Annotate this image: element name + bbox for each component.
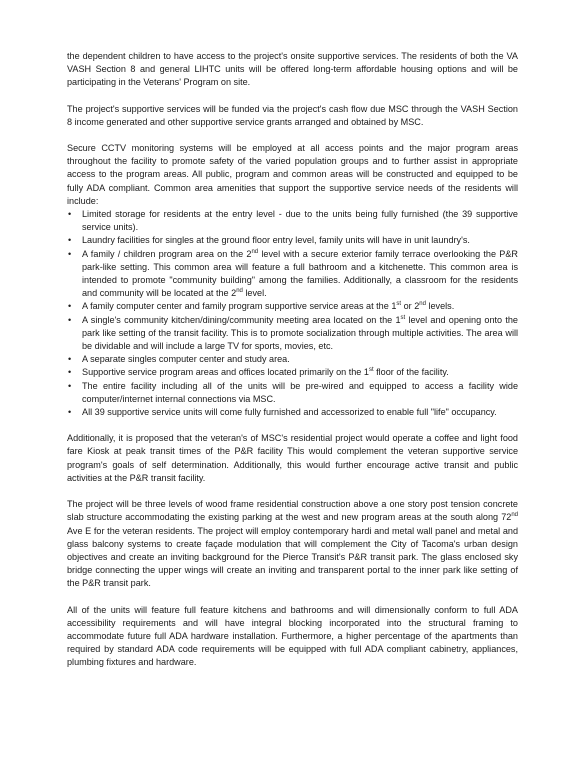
list-item: • A separate singles computer center and study area. <box>67 353 518 366</box>
list-item: • All 39 supportive service units will come fully furnished and accessorized to enable full "life" occupancy. <box>67 406 518 419</box>
list-item: • The entire facility including all of the units will be pre-wired and equipped to access a facility wide computer/internet internal connections via MSC. <box>67 380 518 406</box>
list-item: • Supportive service program areas and offices located primarily on the 1st floor of the facility. <box>67 366 518 379</box>
list-item: • Limited storage for residents at the entry level - due to the units being fully furnished (the 39 supportive service units). <box>67 208 518 234</box>
amenities-list <box>67 208 518 419</box>
paragraph-kiosk: Additionally, it is proposed that the veteran's of MSC's residential project would operate a coffee and light food fare Kiosk at peak transit times of the P&R facility This would complement the veteran supportive service program's goals of self determination. Additionally, this would further encourage active transit and public activities at the P&R transit facility. <box>67 433 518 483</box>
paragraph-cctv: Secure CCTV monitoring systems will be employed at all access points and the major program areas throughout the facility to promote safety of the varied population groups and to further assist in appropriate access to the program areas. All public, program and common areas will be constructed and equipped to be fully ADA compliant. Common area amenities that support the supportive service needs of the residents will include: <box>67 143 518 206</box>
list-item: • A single's community kitchen/dining/community meeting area located on the 1st level and opening onto the park like setting of the transit facility. This is to promote socialization through multiple activities. The area will be dividable and will include a large TV for sports, movies, etc. <box>67 314 518 354</box>
list-item: • A family computer center and family program supportive service areas at the 1st or 2nd levels. <box>67 300 518 313</box>
list-item: • Laundry facilities for singles at the ground floor entry level, family units will have in unit laundry's. <box>67 234 518 247</box>
list-item: • A family / children program area on the 2nd level with a secure exterior family terrace overlooking the P&R park-like setting. This common area will feature a full bathroom and a kitchenette. This common area is intended to promote "community building" among the families. Additionally, a classroom for the residents and community will be located at the 2nd level. <box>67 248 518 301</box>
paragraph-funding: The project's supportive services will be funded via the project's cash flow due MSC through the VASH Section 8 income generated and other supportive service grants arranged and obtained by MSC. <box>67 103 518 127</box>
paragraph-construction: The project will be three levels of wood frame residential construction above a one story post tension concrete slab structure accommodating the existing parking at the west and new program areas at the south along 72nd Ave E for the veteran residents. The project will employ contemporary hardi and metal wall panel and metal and glass balcony systems to create façade modulation that will complement the City of Tacoma's urban design objectives and create an inviting background for the Pierce Transit's P&R transit park. The glass enclosed sky bridge connecting the upper wings will create an inviting and transparent portal to the inner park like setting of the P&R transit park. <box>67 499 518 589</box>
paragraph-ada-units: All of the units will feature full feature kitchens and bathrooms and will dimensionally conform to full ADA accessibility requirements and will have integral blocking incorporated into the structural framing to accommodate future full ADA hardware installation. Furthermore, a higher percentage of the apartments than required by standard ADA code requirements will be equipped with full ADA compliant cabinetry, appliances, plumbing fixtures and hardware. <box>67 604 518 668</box>
document-page <box>67 50 518 683</box>
paragraph-children-access: the dependent children to have access to the project's onsite supportive services. The residents of both the VA VASH Section 8 and general LIHTC units will be offered long-term affordable housing options and will be participating in the Veterans' Program on site. <box>67 51 518 88</box>
